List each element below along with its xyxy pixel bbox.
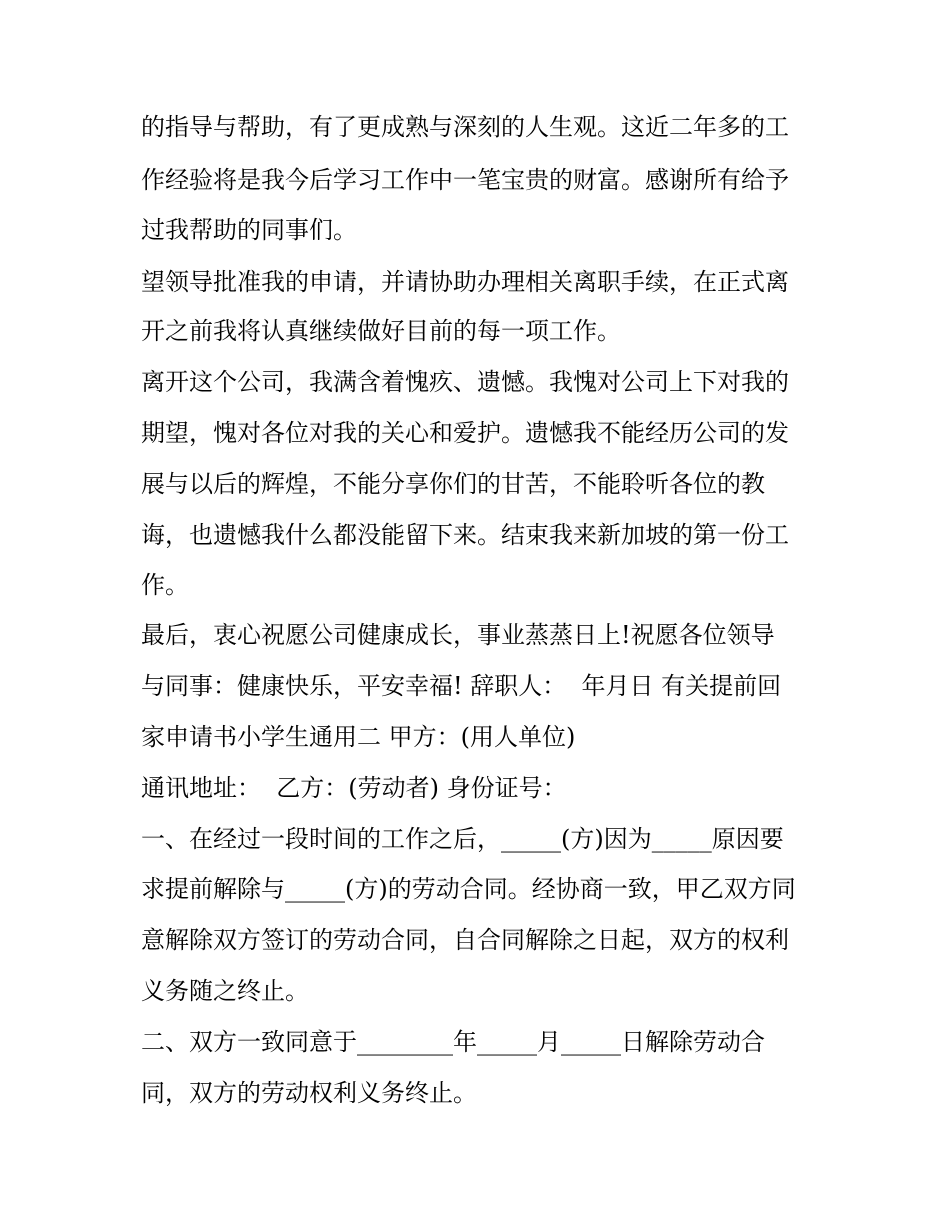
text-line-3: 过我帮助的同事们。 bbox=[141, 216, 357, 244]
text-line-13: 家申请书小学生通用二 甲方：(用人单位) bbox=[141, 723, 576, 751]
text-line-14: 通讯地址： 乙方：(劳动者) 身份证号： bbox=[141, 774, 567, 802]
text-line-17: 意解除双方签订的劳动合同，自合同解除之日起，双方的权利 bbox=[141, 926, 789, 954]
text-line-1: 的指导与帮助，有了更成熟与深刻的人生观。这近二年多的工 bbox=[141, 113, 789, 141]
text-line-16: 求提前解除与_____(方)的劳动合同。经协商一致，甲乙双方同 bbox=[141, 875, 796, 903]
text-line-4: 望领导批准我的申请，并请协助办理相关离职手续，在正式离 bbox=[141, 268, 789, 296]
text-line-7: 期望，愧对各位对我的关心和爱护。遗憾我不能经历公司的发 bbox=[141, 419, 789, 447]
text-line-15: 一、在经过一段时间的工作之后，_____(方)因为_____原因要 bbox=[141, 825, 784, 853]
text-line-11: 最后，衷心祝愿公司健康成长，事业蒸蒸日上!祝愿各位领导 bbox=[141, 621, 775, 649]
text-line-20: 同，双方的劳动权利义务终止。 bbox=[141, 1079, 477, 1107]
text-line-2: 作经验将是我今后学习工作中一笔宝贵的财富。感谢所有给予 bbox=[141, 166, 789, 194]
text-line-6: 离开这个公司，我满含着愧疚、遗憾。我愧对公司上下对我的 bbox=[141, 368, 789, 396]
text-line-9: 诲，也遗憾我什么都没能留下来。结束我来新加坡的第一份工 bbox=[141, 521, 789, 549]
text-line-12: 与同事：健康快乐，平安幸福! 辞职人： 年月日 有关提前回 bbox=[141, 672, 782, 700]
text-line-19: 二、双方一致同意于________年_____月_____日解除劳动合 bbox=[141, 1028, 765, 1056]
text-line-8: 展与以后的辉煌，不能分享你们的甘苦，不能聆听各位的教 bbox=[141, 470, 765, 498]
text-line-10: 作。 bbox=[141, 571, 189, 599]
text-line-18: 义务随之终止。 bbox=[141, 977, 309, 1005]
text-line-5: 开之前我将认真继续做好目前的每一项工作。 bbox=[141, 317, 621, 345]
